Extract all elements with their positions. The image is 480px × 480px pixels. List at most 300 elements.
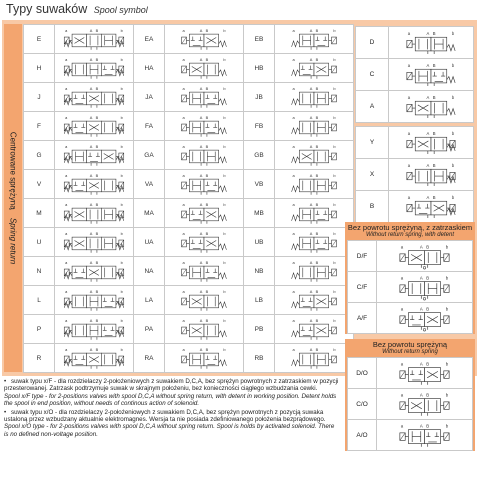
svg-text:b: b xyxy=(451,63,455,69)
spool-symbol-y xyxy=(389,127,473,158)
svg-text:A: A xyxy=(199,57,203,63)
spool-symbol-cell xyxy=(389,159,474,191)
svg-text:a: a xyxy=(292,28,295,34)
spool-symbol-ha xyxy=(165,54,243,82)
table-row xyxy=(24,83,354,112)
panel-no-spring xyxy=(345,339,475,451)
spool-symbol-rb xyxy=(275,344,353,372)
spool-symbol-cell xyxy=(55,228,134,257)
table-row xyxy=(24,141,354,170)
svg-text:a: a xyxy=(400,275,404,281)
svg-text:a: a xyxy=(407,63,411,69)
spool-symbol-c-o xyxy=(377,389,472,419)
spool-code-j: J xyxy=(24,83,55,112)
spool-symbol-cell xyxy=(55,25,134,54)
svg-text:A: A xyxy=(309,173,313,179)
spool-code-p: P xyxy=(24,315,55,344)
spool-symbol-e xyxy=(55,25,133,53)
spool-symbol-cell xyxy=(55,170,134,199)
spool-symbol-n xyxy=(55,257,133,285)
svg-text:a: a xyxy=(182,260,185,266)
spool-symbol-ga xyxy=(165,141,243,169)
svg-text:A: A xyxy=(199,86,203,92)
table-row xyxy=(356,59,474,91)
svg-text:a: a xyxy=(182,86,185,92)
spool-symbol-ub xyxy=(275,228,353,256)
table-row xyxy=(356,91,474,123)
spool-symbol-a-o xyxy=(377,420,472,450)
spool-code-la: LA xyxy=(134,286,165,315)
spool-symbol-cell xyxy=(165,170,244,199)
svg-text:B: B xyxy=(95,202,99,208)
spool-code-d-o: D/O xyxy=(348,358,377,389)
spool-symbol-cell xyxy=(55,257,134,286)
svg-text:a: a xyxy=(292,173,295,179)
note-xo xyxy=(4,409,340,439)
spool-symbol-vb xyxy=(275,170,353,198)
spool-symbol-mb xyxy=(275,199,353,227)
spool-code-n: N xyxy=(24,257,55,286)
svg-text:B: B xyxy=(432,95,436,101)
table-row xyxy=(24,257,354,286)
svg-text:B: B xyxy=(426,392,430,398)
spool-symbol-a-f xyxy=(377,303,472,333)
spool-code-pa: PA xyxy=(134,315,165,344)
svg-text:B: B xyxy=(315,202,319,208)
spool-symbol-ja xyxy=(165,83,243,111)
svg-text:A: A xyxy=(419,392,423,398)
svg-text:A: A xyxy=(309,86,313,92)
spool-code-g: G xyxy=(24,141,55,170)
spool-symbol-ma xyxy=(165,199,243,227)
svg-text:b: b xyxy=(120,289,123,295)
svg-text:A: A xyxy=(199,318,203,324)
svg-text:A: A xyxy=(199,202,203,208)
svg-text:B: B xyxy=(432,31,436,37)
spool-symbol-cell xyxy=(389,127,474,159)
svg-text:B: B xyxy=(205,260,209,266)
spool-code-fb: FB xyxy=(244,112,275,141)
svg-text:B: B xyxy=(432,63,436,69)
spool-code-a-f: A/F xyxy=(348,303,377,334)
table-row xyxy=(348,358,473,389)
svg-text:A: A xyxy=(419,361,423,367)
svg-text:a: a xyxy=(182,115,185,121)
svg-text:b: b xyxy=(223,347,226,353)
spool-code-ha: HA xyxy=(134,54,165,83)
svg-text:B: B xyxy=(95,289,99,295)
spool-symbol-cell xyxy=(275,83,354,112)
spool-code-lb: LB xyxy=(244,286,275,315)
table-row xyxy=(348,420,473,451)
spool-code-b: B xyxy=(356,191,389,223)
spool-symbol-ua xyxy=(165,228,243,256)
svg-text:B: B xyxy=(205,289,209,295)
spool-symbol-cell xyxy=(165,286,244,315)
svg-text:A: A xyxy=(309,231,313,237)
spool-symbol-cell xyxy=(275,286,354,315)
svg-text:B: B xyxy=(426,423,430,429)
svg-text:A: A xyxy=(89,289,93,295)
svg-text:B: B xyxy=(315,289,319,295)
svg-text:a: a xyxy=(292,86,295,92)
spool-code-x: X xyxy=(356,159,389,191)
spool-symbol-cell xyxy=(275,25,354,54)
svg-text:b: b xyxy=(120,144,123,150)
svg-text:b: b xyxy=(333,202,336,208)
svg-text:b: b xyxy=(223,202,226,208)
svg-text:A: A xyxy=(419,244,423,250)
svg-text:a: a xyxy=(400,361,404,367)
svg-text:b: b xyxy=(445,275,449,281)
spool-symbol-cell xyxy=(165,228,244,257)
spool-code-c-f: C/F xyxy=(348,272,377,303)
note-xo-pl: suwak typu x/O - dla rozdzielaczy 2-położeniowych z suwakiem D,C,A, bez sprężyn powrotnych z pozycją suwaka ustaloną przez wzbudzany aktualnie elektromagnes. Wersja ta nie posiada zdefiniowanego położenia bezprądowego. xyxy=(4,408,326,424)
spool-symbol-h xyxy=(55,54,133,82)
spool-symbol-jb xyxy=(275,83,353,111)
spool-symbol-va xyxy=(165,170,243,198)
svg-text:a: a xyxy=(407,31,411,37)
spool-code-nb: NB xyxy=(244,257,275,286)
spool-symbol-g xyxy=(55,141,133,169)
spool-code-u: U xyxy=(24,228,55,257)
spool-symbol-cell xyxy=(165,54,244,83)
bullet-icon: • xyxy=(4,408,7,416)
svg-text:a: a xyxy=(182,28,185,34)
table-row xyxy=(348,303,473,334)
svg-text:a: a xyxy=(407,163,411,169)
svg-text:a: a xyxy=(182,144,185,150)
svg-text:A: A xyxy=(89,173,93,179)
panel-detent-title: Bez powrotu sprężyną, z zatrzaskiem xyxy=(347,223,473,232)
spool-code-vb: VB xyxy=(244,170,275,199)
svg-text:a: a xyxy=(182,57,185,63)
spool-symbol-cell xyxy=(389,59,474,91)
svg-text:b: b xyxy=(445,392,449,398)
svg-text:b: b xyxy=(451,31,455,37)
spool-code-y: Y xyxy=(356,127,389,159)
side-label-pl: Centrowane sprężyną xyxy=(8,131,18,210)
table-row xyxy=(356,159,474,191)
svg-text:B: B xyxy=(95,260,99,266)
spool-code-h: H xyxy=(24,54,55,83)
panel-no-spring-header xyxy=(345,339,475,356)
note-xf xyxy=(4,378,340,408)
spool-code-a-o: A/O xyxy=(348,420,377,451)
svg-text:b: b xyxy=(223,260,226,266)
svg-text:a: a xyxy=(292,347,295,353)
svg-text:B: B xyxy=(432,131,436,137)
spool-symbol-cell xyxy=(377,420,473,451)
svg-text:A: A xyxy=(199,115,203,121)
spool-symbol-pb xyxy=(275,315,353,343)
svg-text:a: a xyxy=(407,195,411,201)
spool-symbol-d-o xyxy=(377,358,472,388)
svg-text:B: B xyxy=(205,86,209,92)
spool-symbol-cell xyxy=(165,344,244,373)
spool-symbol-d xyxy=(389,27,473,58)
svg-text:b: b xyxy=(445,361,449,367)
title-sub: Spool symbol xyxy=(93,5,148,15)
spool-symbol-cell xyxy=(389,191,474,223)
svg-text:B: B xyxy=(426,244,430,250)
svg-text:B: B xyxy=(315,28,319,34)
spool-symbol-cell xyxy=(377,389,473,420)
svg-text:A: A xyxy=(426,95,430,101)
svg-text:b: b xyxy=(333,231,336,237)
table-row xyxy=(24,315,354,344)
spool-symbol-cell xyxy=(389,27,474,59)
svg-text:a: a xyxy=(65,231,68,237)
svg-text:a: a xyxy=(65,318,68,324)
spool-symbol-cell xyxy=(55,83,134,112)
svg-text:a: a xyxy=(65,289,68,295)
svg-text:a: a xyxy=(292,57,295,63)
svg-text:A: A xyxy=(89,260,93,266)
svg-text:a: a xyxy=(65,260,68,266)
spool-symbol-cell xyxy=(55,315,134,344)
svg-text:a: a xyxy=(65,28,68,34)
svg-text:b: b xyxy=(445,306,449,312)
svg-text:B: B xyxy=(95,144,99,150)
panel-no-spring-table xyxy=(347,357,473,451)
svg-text:B: B xyxy=(315,144,319,150)
svg-text:B: B xyxy=(315,318,319,324)
svg-text:a: a xyxy=(182,173,185,179)
table-row xyxy=(356,27,474,59)
spool-symbol-r xyxy=(55,344,133,372)
spool-symbol-cell xyxy=(55,199,134,228)
spool-symbol-lb xyxy=(275,286,353,314)
svg-text:a: a xyxy=(292,202,295,208)
svg-text:a: a xyxy=(292,260,295,266)
svg-text:b: b xyxy=(451,131,455,137)
spool-code-fa: FA xyxy=(134,112,165,141)
svg-text:b: b xyxy=(120,115,123,121)
spool-symbol-l xyxy=(55,286,133,314)
svg-text:B: B xyxy=(315,173,319,179)
panel-detent xyxy=(345,222,475,334)
svg-text:b: b xyxy=(451,95,455,101)
spool-code-hb: HB xyxy=(244,54,275,83)
spool-symbol-c-f xyxy=(377,272,472,302)
svg-text:B: B xyxy=(315,57,319,63)
svg-text:B: B xyxy=(315,231,319,237)
spool-code-gb: GB xyxy=(244,141,275,170)
svg-text:B: B xyxy=(315,347,319,353)
spool-symbol-cell xyxy=(165,83,244,112)
spool-code-jb: JB xyxy=(244,83,275,112)
table-row xyxy=(348,272,473,303)
svg-text:b: b xyxy=(223,144,226,150)
spool-symbol-cell xyxy=(55,141,134,170)
svg-text:B: B xyxy=(95,231,99,237)
svg-text:b: b xyxy=(120,86,123,92)
svg-text:B: B xyxy=(315,86,319,92)
spool-symbol-cell xyxy=(55,54,134,83)
svg-text:b: b xyxy=(445,244,449,250)
svg-text:a: a xyxy=(65,57,68,63)
svg-text:B: B xyxy=(205,231,209,237)
svg-text:B: B xyxy=(95,115,99,121)
svg-text:A: A xyxy=(89,57,93,63)
spool-symbol-f xyxy=(55,112,133,140)
spool-code-a: A xyxy=(356,91,389,123)
svg-text:A: A xyxy=(309,260,313,266)
page-title xyxy=(6,2,148,16)
svg-text:a: a xyxy=(400,306,404,312)
table-row xyxy=(24,199,354,228)
spool-symbol-cell xyxy=(377,241,473,272)
svg-text:B: B xyxy=(315,260,319,266)
spool-code-f: F xyxy=(24,112,55,141)
svg-text:a: a xyxy=(400,244,404,250)
title-main: Typy suwaków xyxy=(6,2,88,16)
svg-text:a: a xyxy=(292,289,295,295)
svg-text:B: B xyxy=(205,347,209,353)
svg-text:A: A xyxy=(199,347,203,353)
svg-text:b: b xyxy=(333,318,336,324)
svg-text:A: A xyxy=(419,423,423,429)
svg-text:A: A xyxy=(309,144,313,150)
svg-text:A: A xyxy=(199,173,203,179)
spool-code-v: V xyxy=(24,170,55,199)
spool-table-right-2 xyxy=(355,126,474,223)
svg-text:b: b xyxy=(333,86,336,92)
svg-text:A: A xyxy=(309,289,313,295)
spool-symbol-v xyxy=(55,170,133,198)
svg-text:a: a xyxy=(65,144,68,150)
svg-text:b: b xyxy=(223,289,226,295)
spool-symbol-cell xyxy=(55,112,134,141)
svg-text:B: B xyxy=(95,173,99,179)
svg-text:A: A xyxy=(419,306,423,312)
panel-detent-table xyxy=(347,240,473,334)
svg-text:a: a xyxy=(182,347,185,353)
svg-text:b: b xyxy=(223,57,226,63)
spool-symbol-cell xyxy=(165,257,244,286)
spool-code-va: VA xyxy=(134,170,165,199)
svg-text:B: B xyxy=(95,347,99,353)
svg-text:B: B xyxy=(205,115,209,121)
spool-symbol-cell xyxy=(377,272,473,303)
spool-symbol-cell xyxy=(275,228,354,257)
table-row xyxy=(24,54,354,83)
spool-code-ua: UA xyxy=(134,228,165,257)
svg-text:A: A xyxy=(309,347,313,353)
spool-symbol-cell xyxy=(377,358,473,389)
table-row xyxy=(24,286,354,315)
table-row xyxy=(348,389,473,420)
svg-text:B: B xyxy=(432,195,436,201)
svg-text:A: A xyxy=(426,31,430,37)
svg-text:a: a xyxy=(292,318,295,324)
spool-symbol-gb xyxy=(275,141,353,169)
svg-text:a: a xyxy=(182,318,185,324)
svg-text:a: a xyxy=(407,95,411,101)
table-row xyxy=(356,191,474,223)
svg-text:b: b xyxy=(333,173,336,179)
spool-symbol-p xyxy=(55,315,133,343)
spool-code-na: NA xyxy=(134,257,165,286)
svg-text:B: B xyxy=(315,115,319,121)
svg-text:b: b xyxy=(223,231,226,237)
svg-text:A: A xyxy=(89,347,93,353)
svg-text:b: b xyxy=(333,144,336,150)
svg-text:A: A xyxy=(89,86,93,92)
svg-text:a: a xyxy=(182,202,185,208)
svg-text:A: A xyxy=(309,115,313,121)
svg-text:A: A xyxy=(309,318,313,324)
svg-text:A: A xyxy=(199,289,203,295)
spool-symbol-c xyxy=(389,59,473,90)
svg-text:b: b xyxy=(223,173,226,179)
table-row xyxy=(24,344,354,373)
svg-text:A: A xyxy=(89,115,93,121)
svg-text:b: b xyxy=(223,28,226,34)
svg-text:A: A xyxy=(426,63,430,69)
svg-text:A: A xyxy=(89,144,93,150)
spool-symbol-cell xyxy=(165,141,244,170)
svg-text:a: a xyxy=(65,115,68,121)
svg-text:B: B xyxy=(426,361,430,367)
svg-text:A: A xyxy=(426,131,430,137)
svg-text:a: a xyxy=(182,289,185,295)
svg-text:b: b xyxy=(333,28,336,34)
spool-table-right-1 xyxy=(355,26,474,123)
svg-text:B: B xyxy=(95,318,99,324)
spool-code-ga: GA xyxy=(134,141,165,170)
note-xf-pl: suwak typu x/F - dla rozdzielaczy 2-położeniowych z suwakiem D,C,A, bez sprężyn powrotnych z zatrzaskiem w pozycji przesterowanej. Zatrzask podtrzymuje suwak w skrajnym położeniu, bez konieczności ciągłego wzbudzania cewki. xyxy=(4,378,339,393)
svg-text:A: A xyxy=(89,318,93,324)
spool-symbol-x xyxy=(389,159,473,190)
svg-text:a: a xyxy=(292,144,295,150)
spool-code-ra: RA xyxy=(134,344,165,373)
svg-text:a: a xyxy=(182,231,185,237)
spool-symbol-cell xyxy=(275,54,354,83)
svg-text:a: a xyxy=(400,423,404,429)
spool-symbol-cell xyxy=(55,344,134,373)
spool-symbol-cell xyxy=(165,25,244,54)
svg-text:a: a xyxy=(400,392,404,398)
spool-symbol-d-f xyxy=(377,241,472,271)
spool-symbol-fa xyxy=(165,112,243,140)
spool-symbol-nb xyxy=(275,257,353,285)
svg-text:B: B xyxy=(205,318,209,324)
spool-symbol-eb xyxy=(275,25,353,53)
table-row xyxy=(24,228,354,257)
svg-text:b: b xyxy=(451,195,455,201)
spool-symbol-u xyxy=(55,228,133,256)
side-label xyxy=(9,132,18,264)
table-row xyxy=(24,25,354,54)
svg-text:b: b xyxy=(120,57,123,63)
spool-symbol-fb xyxy=(275,112,353,140)
spool-symbol-cell xyxy=(275,170,354,199)
svg-text:B: B xyxy=(95,28,99,34)
svg-text:b: b xyxy=(120,318,123,324)
spool-symbol-cell xyxy=(275,112,354,141)
svg-text:b: b xyxy=(451,163,455,169)
notes xyxy=(4,378,340,439)
svg-text:b: b xyxy=(445,423,449,429)
table-row xyxy=(356,127,474,159)
svg-text:b: b xyxy=(333,347,336,353)
svg-text:B: B xyxy=(205,57,209,63)
spool-symbol-a xyxy=(389,91,473,122)
panel-detent-subtitle: Without return spring, with detent xyxy=(366,232,454,238)
svg-text:B: B xyxy=(205,202,209,208)
